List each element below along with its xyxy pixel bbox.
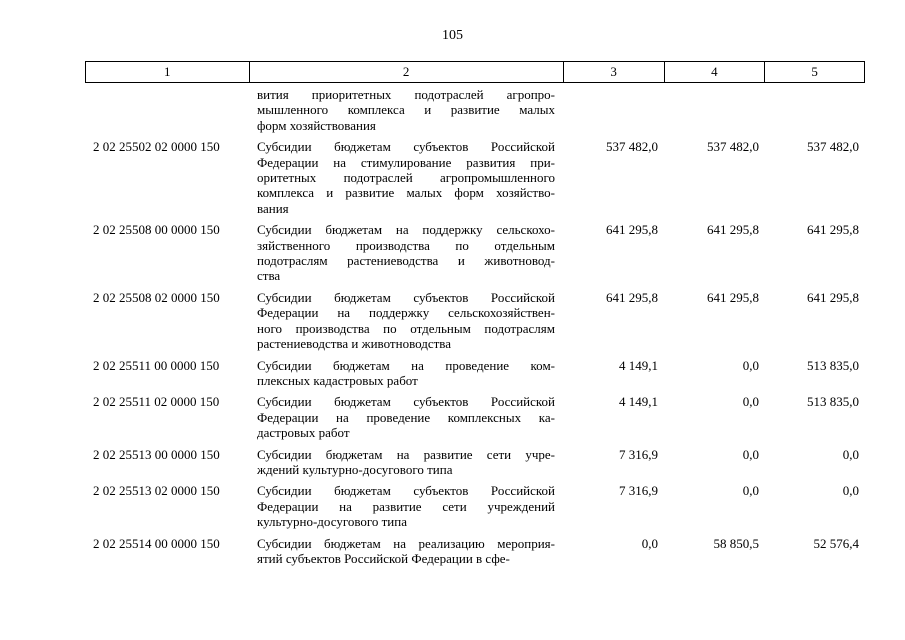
description-line: Субсидии бюджетам на проведение ком- <box>257 357 555 373</box>
description-line: вания <box>257 200 289 216</box>
table-body <box>85 87 865 572</box>
table-row <box>85 483 865 529</box>
value-col-5: 513 835,0 <box>807 357 859 373</box>
value-col-5: 641 295,8 <box>807 222 859 238</box>
description-line: Субсидии бюджетам на поддержку сельскохо- <box>257 222 555 238</box>
row-code: 2 02 25514 00 0000 150 <box>93 535 220 551</box>
value-col-4: 0,0 <box>742 357 759 373</box>
description-line: дастровых работ <box>257 425 350 441</box>
description-line: ждений культурно-досугового типа <box>257 461 453 477</box>
value-col-3: 641 295,8 <box>606 222 658 238</box>
description-line: форм хозяйствования <box>257 117 376 133</box>
value-col-3 <box>563 87 664 133</box>
table-row <box>85 447 865 478</box>
value-col-5: 537 482,0 <box>807 139 859 155</box>
row-code: 2 02 25508 00 0000 150 <box>93 222 220 238</box>
value-col-5: 641 295,8 <box>807 289 859 305</box>
description-line: зяйственного производства по отдельным <box>257 237 555 253</box>
value-col-3: 7 316,9 <box>619 446 658 462</box>
header-col-4: 4 <box>664 62 765 82</box>
value-col-4: 0,0 <box>742 446 759 462</box>
description-line: ятий субъектов Российской Федерации в сфе- <box>257 550 510 566</box>
row-description <box>248 139 563 216</box>
description-line: Федерации на проведение комплексных ка- <box>257 409 555 425</box>
header-col-1: 1 <box>164 64 171 79</box>
description-line: Субсидии бюджетам субъектов Российской <box>257 139 555 155</box>
value-col-3: 4 149,1 <box>619 357 658 373</box>
value-col-5: 52 576,4 <box>813 535 859 551</box>
row-code <box>85 87 248 133</box>
description-line: плексных кадастровых работ <box>257 372 418 388</box>
description-line: Субсидии бюджетам на развитие сети учре- <box>257 446 555 462</box>
row-description <box>248 222 563 284</box>
value-col-5: 513 835,0 <box>807 394 859 410</box>
description-line: ного производства по отдельным подотраслям <box>257 320 555 336</box>
value-col-3: 537 482,0 <box>606 139 658 155</box>
row-description <box>248 358 563 389</box>
table-row <box>85 536 865 567</box>
table-header <box>85 61 865 83</box>
value-col-4: 641 295,8 <box>707 222 759 238</box>
description-line: культурно-досугового типа <box>257 514 407 530</box>
header-col-5: 5 <box>764 62 864 82</box>
row-description <box>248 87 563 133</box>
value-col-3: 641 295,8 <box>606 289 658 305</box>
value-col-3: 0,0 <box>641 535 658 551</box>
description-line: растениеводства и животноводства <box>257 336 452 352</box>
description-line: Федерации на стимулирование развития при- <box>257 154 555 170</box>
description-line: ства <box>257 268 281 284</box>
value-col-3: 7 316,9 <box>619 483 658 499</box>
description-line: Федерации на развитие сети учреждений <box>257 498 555 514</box>
value-col-4: 0,0 <box>742 394 759 410</box>
table-row <box>85 358 865 389</box>
description-line: оритетных подотраслей агропромышленного <box>257 170 555 186</box>
table-row <box>85 87 865 133</box>
header-col-3: 3 <box>563 62 664 82</box>
row-description <box>248 483 563 529</box>
description-line: Субсидии бюджетам на реализацию мероприя- <box>257 535 555 551</box>
value-col-4: 641 295,8 <box>707 289 759 305</box>
header-col-2: 2 <box>249 62 563 82</box>
table-row <box>85 222 865 284</box>
description-line: мышленного комплекса и развитие малых <box>257 102 555 118</box>
row-code: 2 02 25511 02 0000 150 <box>93 394 220 410</box>
description-line: Федерации на поддержку сельскохозяйствен- <box>257 305 555 321</box>
table-row <box>85 394 865 440</box>
description-line: Субсидии бюджетам субъектов Российской <box>257 483 555 499</box>
row-description <box>248 290 563 352</box>
row-description <box>248 447 563 478</box>
value-col-4: 537 482,0 <box>707 139 759 155</box>
value-col-5: 0,0 <box>842 446 859 462</box>
value-col-4: 0,0 <box>742 483 759 499</box>
table-row <box>85 139 865 216</box>
value-col-4 <box>664 87 765 133</box>
row-code: 2 02 25513 00 0000 150 <box>93 446 220 462</box>
description-line: Субсидии бюджетам субъектов Российской <box>257 394 555 410</box>
description-line: комплекса и развитие малых форм хозяйство- <box>257 185 555 201</box>
value-col-5: 0,0 <box>842 483 859 499</box>
description-line: Субсидии бюджетам субъектов Российской <box>257 289 555 305</box>
row-description <box>248 536 563 567</box>
value-col-5 <box>765 87 865 133</box>
row-code: 2 02 25513 02 0000 150 <box>93 483 220 499</box>
value-col-4: 58 850,5 <box>713 535 759 551</box>
description-line: подотраслям растениеводства и животновод- <box>257 253 555 269</box>
page-number: 105 <box>442 28 463 43</box>
row-code: 2 02 25508 02 0000 150 <box>93 289 220 305</box>
description-line: вития приоритетных подотраслей агропро- <box>257 87 555 102</box>
row-code: 2 02 25511 00 0000 150 <box>93 357 220 373</box>
table-row <box>85 290 865 352</box>
row-description <box>248 394 563 440</box>
row-code: 2 02 25502 02 0000 150 <box>93 139 220 155</box>
value-col-3: 4 149,1 <box>619 394 658 410</box>
